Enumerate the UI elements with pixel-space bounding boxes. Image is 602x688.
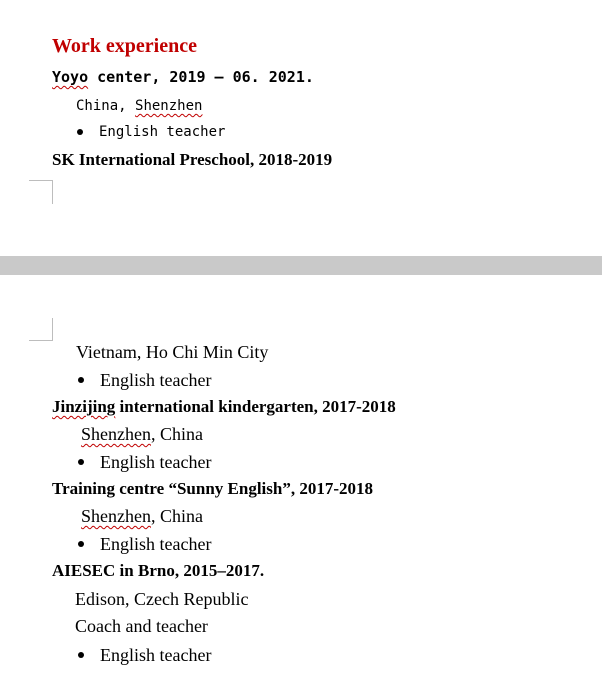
- page-corner-mark: [29, 180, 53, 204]
- job-role-aiesec: English teacher: [100, 645, 212, 665]
- bullet-icon: [78, 459, 84, 465]
- job-location-sk: Vietnam, Ho Chi Min City: [76, 342, 269, 362]
- job-role-sunny: English teacher: [100, 534, 212, 554]
- job-title-sk: SK International Preschool, 2018-2019: [52, 150, 333, 169]
- job-title-sunny: Training centre “Sunny English”, 2017-2018: [52, 479, 374, 498]
- job-extra-aiesec: Coach and teacher: [75, 616, 208, 636]
- bullet-icon: [78, 541, 84, 547]
- bullet-icon: [77, 129, 83, 135]
- job-location-sunny: Shenzhen, China: [81, 506, 203, 526]
- job-role-sk: English teacher: [100, 370, 212, 390]
- job-role-yoyo: English teacher: [99, 124, 226, 140]
- spellcheck-word: Jinzijing: [52, 397, 116, 416]
- job-location-jinzijing: Shenzhen, China: [81, 424, 203, 444]
- spellcheck-word: Shenzhen: [135, 98, 203, 114]
- job-location-aiesec: Edison, Czech Republic: [75, 589, 249, 609]
- job-role-jinzijing: English teacher: [100, 452, 212, 472]
- spellcheck-word: Yoyo: [52, 68, 89, 86]
- spellcheck-word: Shenzhen: [81, 424, 151, 444]
- bullet-icon: [78, 652, 84, 658]
- section-title: Work experience: [52, 35, 197, 57]
- page-corner-mark: [29, 318, 53, 341]
- job-title-yoyo: Yoyo center, 2019 – 06. 2021.: [52, 68, 314, 86]
- spellcheck-word: Shenzhen: [81, 506, 151, 526]
- bullet-icon: [78, 377, 84, 383]
- job-title-jinzijing: Jinzijing international kindergarten, 2017-2018: [52, 397, 396, 416]
- job-location-yoyo: China, Shenzhen: [76, 98, 203, 114]
- job-title-aiesec: AIESEC in Brno, 2015–2017.: [52, 561, 265, 580]
- page-break-gap: [0, 256, 602, 275]
